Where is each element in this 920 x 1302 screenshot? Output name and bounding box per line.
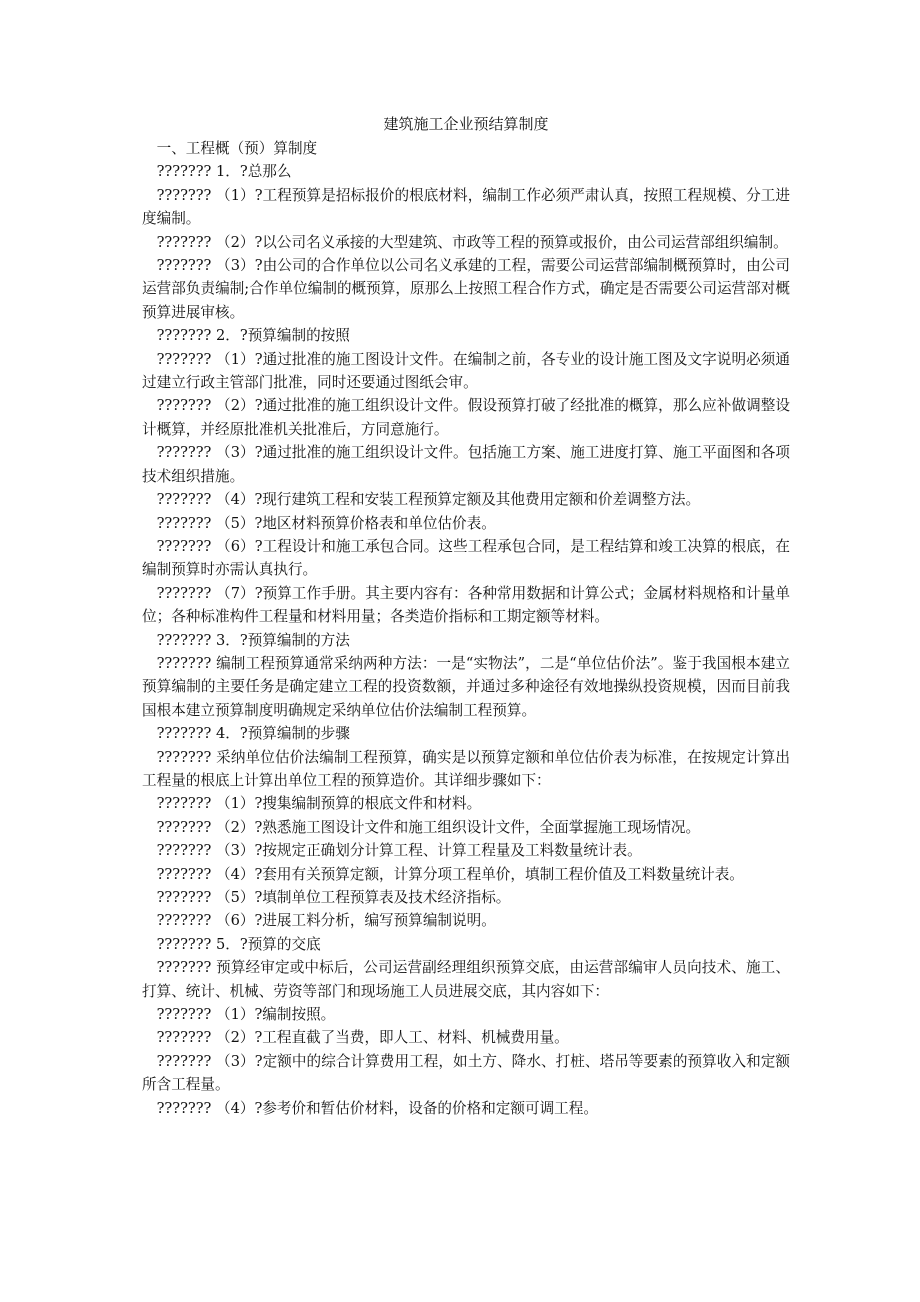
- paragraph: ??????? （6）?工程设计和施工承包合同。这些工程承包合同，是工程结算和竣工决算的根底，在编制预算时亦需认真执行。: [142, 537, 790, 579]
- paragraph: ??????? （4）?参考价和暂估价材料，设备的价格和定额可调工程。: [156, 1099, 598, 1117]
- subsection-heading: ??????? 5．?预算的交底: [156, 935, 321, 953]
- paragraph: ??????? （2）?通过批准的施工组织设计文件。假设预算打破了经批准的概算，那么应补做调整设计概算，并经原批准机关批准后，方同意施行。: [142, 397, 790, 438]
- paragraph: ??????? （1）?搜集编制预算的根底文件和材料。: [156, 795, 482, 813]
- paragraph: ??????? （1）?通过批准的施工图设计文件。在编制之前，各专业的设计施工图及文字说明必须通过建立行政主管部门批准，同时还要通过图纸会审。: [142, 350, 790, 392]
- document-page: [142, 112, 790, 1120]
- paragraph: ??????? （2）?熟悉施工图设计文件和施工组织设计文件，全面掌握施工现场情况。: [156, 818, 701, 836]
- paragraph: ??????? （6）?进展工料分析，编写预算编制说明。: [156, 912, 496, 930]
- subsection-heading: ??????? 4．?预算编制的步骤: [156, 725, 350, 743]
- paragraph: ??????? 采纳单位估价法编制工程预算，确实是以预算定额和单位估价表为标准，在按规定计算出工程量的根底上计算出单位工程的预算造价。其详细步骤如下：: [142, 748, 790, 789]
- paragraph: ??????? （3）?定额中的综合计算费用工程，如土方、降水、打桩、塔吊等要素的预算收入和定额所含工程量。: [142, 1052, 790, 1094]
- section-heading: 一、工程概（预）算制度: [156, 140, 318, 157]
- paragraph: ??????? 预算经审定或中标后，公司运营副经理组织预算交底，由运营部编审人员向技术、施工、打算、统计、机械、劳资等部门和现场施工人员进展交底，其内容如下：: [142, 959, 790, 1000]
- paragraph: ??????? （7）?预算工作手册。其主要内容有：各种常用数据和计算公式；金属材料规格和计量单位；各种标准构件工程量和材料用量；各类造价指标和工期定额等材料。: [142, 584, 790, 626]
- paragraph: ??????? （3）?由公司的合作单位以公司名义承建的工程，需要公司运营部编制概预算时，由公司运营部负责编制;合作单位编制的概预算，原那么上按照工程合作方式，确定是否需要公司运营部对概预算进展审核。: [142, 257, 790, 321]
- paragraph: ??????? （2）?工程直截了当费，即人工、材料、机械费用量。: [156, 1029, 569, 1047]
- document-title: 建筑施工企业预结算制度: [383, 115, 549, 133]
- subsection-heading: ??????? 3．?预算编制的方法: [156, 631, 350, 649]
- document-body: [142, 137, 790, 1120]
- paragraph: ??????? （3）?通过批准的施工组织设计文件。包括施工方案、施工进度打算、施工平面图和各项技术组织措施。: [142, 444, 790, 485]
- subsection-heading: ??????? 1．?总那么: [156, 163, 292, 181]
- paragraph: ??????? （3）?按规定正确划分计算工程、计算工程量及工料数量统计表。: [156, 842, 642, 860]
- subsection-heading: ??????? 2．?预算编制的按照: [156, 327, 350, 345]
- paragraph: ??????? （4）?套用有关预算定额，计算分项工程单价，填制工程价值及工料数量统计表。: [156, 865, 744, 883]
- paragraph: ??????? （1）?编制按照。: [156, 1006, 336, 1024]
- paragraph: ??????? （5）?地区材料预算价格表和单位估价表。: [156, 514, 496, 532]
- paragraph: ??????? （4）?现行建筑工程和安装工程预算定额及其他费用定额和价差调整方法。: [156, 491, 701, 509]
- paragraph: ??????? 编制工程预算通常采纳两种方法：一是“实物法”，二是“单位估价法”。鉴于我国根本建立预算编制的主要任务是确定建立工程的投资数额，并通过多种途径有效地操纵投资规模，因而目前我国根本建立预算制度明确规定采纳单位估价法编制工程预算。: [142, 654, 790, 719]
- paragraph: ??????? （1）?工程预算是招标报价的根底材料，编制工作必须严肃认真，按照工程规模、分工进度编制。: [142, 186, 790, 228]
- paragraph: ??????? （2）?以公司名义承接的大型建筑、市政等工程的预算或报价，由公司运营部组织编制。: [156, 233, 788, 251]
- paragraph: ??????? （5）?填制单位工程预算表及技术经济指标。: [156, 889, 511, 906]
